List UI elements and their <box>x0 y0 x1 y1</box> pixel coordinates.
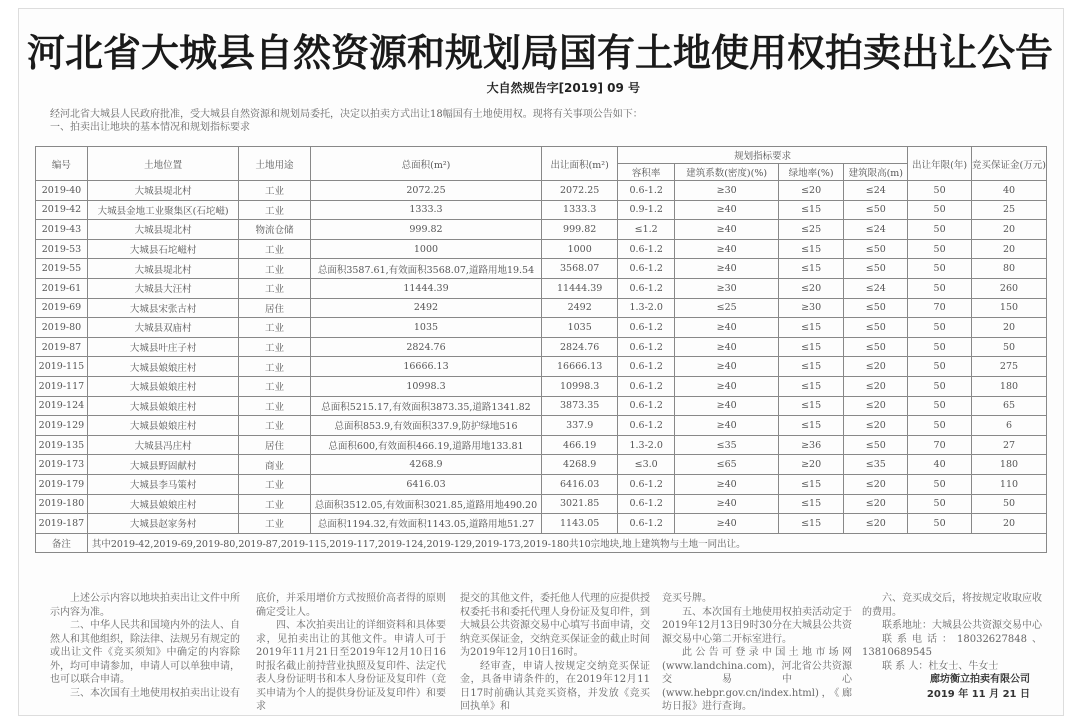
cell-use: 工业 <box>239 278 310 298</box>
cell-green: ≤20 <box>778 278 844 298</box>
cell-term: 50 <box>908 318 972 338</box>
cell-deposit: 65 <box>971 396 1046 416</box>
cell-green: ≤15 <box>778 376 844 396</box>
table-header-row <box>36 147 1047 164</box>
cell-use: 工业 <box>239 259 310 279</box>
paragraph: 竞买号牌。 <box>662 593 712 604</box>
paragraph: 提交的其他文件，委托他人代理的应提供授权委托书和委托代理人身份证及复印件，到大城县公共资源交易中心填写书面申请，交纳竞买保证金，交纳竞买保证金的截止时间为2019年12月10日16时。 <box>460 593 650 658</box>
cell-id: 2019-69 <box>36 298 88 318</box>
header-planning-group: 规划指标要求 <box>617 147 907 164</box>
table-note-row <box>36 533 1047 553</box>
cell-location: 大城县金地工业聚集区(石坨嵫) <box>87 200 239 220</box>
cell-transfer-area: 999.82 <box>542 220 618 240</box>
document-number: 大自然规告字[2019] 09 号 <box>486 81 640 95</box>
cell-id: 2019-42 <box>36 200 88 220</box>
cell-far: ≤1.2 <box>617 220 674 240</box>
cell-density: ≥40 <box>675 357 778 377</box>
cell-green: ≤15 <box>778 357 844 377</box>
cell-location: 大城县娘娘庄村 <box>87 494 239 514</box>
cell-total-area: 2824.76 <box>310 337 542 357</box>
cell-id: 2019-179 <box>36 474 88 494</box>
cell-use: 工业 <box>239 337 310 357</box>
cell-total-area: 2072.25 <box>310 181 542 201</box>
cell-density: ≥30 <box>675 181 778 201</box>
cell-green: ≤15 <box>778 259 844 279</box>
cell-deposit: 20 <box>971 318 1046 338</box>
table-row <box>36 278 1047 298</box>
cell-id: 2019-124 <box>36 396 88 416</box>
cell-use: 工业 <box>239 494 310 514</box>
cell-term: 50 <box>908 514 972 534</box>
cell-term: 50 <box>908 220 972 240</box>
table-row <box>36 239 1047 259</box>
cell-id: 2019-180 <box>36 494 88 514</box>
cell-transfer-area: 2072.25 <box>542 181 618 201</box>
intro-line-1: 经河北省大城县人民政府批准，受大城县自然资源和规划局委托，决定以拍卖方式出让18幅国有土地使用权。现将有关事项公告如下： <box>50 109 643 120</box>
cell-location: 大城县娘娘庄村 <box>87 376 239 396</box>
cell-far: 0.6-1.2 <box>617 337 674 357</box>
table-row <box>36 435 1047 455</box>
body-column-3 <box>460 592 650 714</box>
cell-deposit: 20 <box>971 514 1046 534</box>
cell-density: ≤65 <box>675 455 778 475</box>
cell-id: 2019-61 <box>36 278 88 298</box>
paragraph: 上述公示内容以地块拍卖出让文件中所示内容为准。 <box>50 593 240 618</box>
intro-line-2: 一、拍卖出让地块的基本情况和规划指标要求 <box>50 122 250 133</box>
cell-density: ≤25 <box>675 298 778 318</box>
cell-deposit: 50 <box>971 494 1046 514</box>
cell-density: ≥40 <box>675 396 778 416</box>
cell-deposit: 180 <box>971 376 1046 396</box>
cell-use: 工业 <box>239 200 310 220</box>
cell-deposit: 110 <box>971 474 1046 494</box>
cell-height: ≤50 <box>844 435 908 455</box>
cell-density: ≤35 <box>675 435 778 455</box>
cell-term: 50 <box>908 200 972 220</box>
cell-density: ≥40 <box>675 474 778 494</box>
signature-block <box>927 672 1030 702</box>
cell-total-area: 16666.13 <box>310 357 542 377</box>
paragraph: 二、中华人民共和国境内外的法人、自然人和其他组织，除法律、法规另有规定的或出让文件《竞买须知》中确定的内容除外，均可申请参加，申请人可以单独申请，也可以联合申请。 <box>50 620 240 685</box>
cell-far: 0.6-1.2 <box>617 376 674 396</box>
cell-term: 70 <box>908 435 972 455</box>
table-row <box>36 357 1047 377</box>
table-row <box>36 514 1047 534</box>
cell-term: 50 <box>908 337 972 357</box>
contact-address: 联系地址：大城县公共资源交易中心 <box>882 620 1042 631</box>
company-name: 廊坊衡立拍卖有限公司 <box>930 674 1030 685</box>
cell-density: ≥40 <box>675 239 778 259</box>
cell-deposit: 20 <box>971 239 1046 259</box>
cell-location: 大城县娘娘庄村 <box>87 357 239 377</box>
cell-transfer-area: 1143.05 <box>542 514 618 534</box>
cell-height: ≤20 <box>844 416 908 436</box>
cell-density: ≥40 <box>675 376 778 396</box>
cell-height: ≤50 <box>844 239 908 259</box>
cell-green: ≤15 <box>778 494 844 514</box>
cell-transfer-area: 11444.39 <box>542 278 618 298</box>
cell-location: 大城县冯庄村 <box>87 435 239 455</box>
cell-id: 2019-173 <box>36 455 88 475</box>
cell-deposit: 80 <box>971 259 1046 279</box>
cell-total-area: 10998.3 <box>310 376 542 396</box>
cell-density: ≥40 <box>675 259 778 279</box>
paragraph: 六、竞买成交后，将按规定收取应收的费用。 <box>862 593 1042 618</box>
cell-term: 50 <box>908 416 972 436</box>
cell-density: ≥40 <box>675 416 778 436</box>
cell-transfer-area: 6416.03 <box>542 474 618 494</box>
body-column-5 <box>862 592 1042 673</box>
table-row <box>36 494 1047 514</box>
header-transfer-area: 出让面积(m²) <box>542 147 618 181</box>
cell-total-area: 总面积853.9,有效面积337.9,防护绿地516 <box>310 416 542 436</box>
cell-height: ≤50 <box>844 200 908 220</box>
paragraph: 三、本次国有土地使用权拍卖出让设有 <box>70 687 240 699</box>
cell-term: 50 <box>908 357 972 377</box>
table-row <box>36 181 1047 201</box>
table-row <box>36 220 1047 240</box>
cell-id: 2019-129 <box>36 416 88 436</box>
cell-far: 0.6-1.2 <box>617 278 674 298</box>
cell-deposit: 40 <box>971 181 1046 201</box>
note-text: 其中2019-42,2019-69,2019-80,2019-87,2019-115,2019-117,2019-124,2019-129,2019-173,2019-180共10宗地块,地上建筑物与土地一同出让。 <box>87 533 1046 553</box>
cell-id: 2019-115 <box>36 357 88 377</box>
cell-total-area: 1000 <box>310 239 542 259</box>
table-row <box>36 318 1047 338</box>
paragraph: 四、本次拍卖出让的详细资料和具体要求，见拍卖出让的其他文件。申请人可于2019年11月21日至2019年12月10日16时报名截止前持营业执照及复印件、法定代表人身份证明书和本人身份证及复印件（竞买申请为个人的提供身份证及复印件）和要求 <box>256 620 446 712</box>
cell-green: ≤15 <box>778 474 844 494</box>
cell-far: 0.6-1.2 <box>617 416 674 436</box>
cell-height: ≤50 <box>844 259 908 279</box>
cell-total-area: 总面积1194.32,有效面积1143.05,道路用地51.27 <box>310 514 542 534</box>
cell-use: 工业 <box>239 376 310 396</box>
cell-height: ≤50 <box>844 337 908 357</box>
cell-transfer-area: 1035 <box>542 318 618 338</box>
cell-total-area: 1333.3 <box>310 200 542 220</box>
cell-location: 大城县堤北村 <box>87 259 239 279</box>
contact-phone: 联系电话：18032627848、13810689545 <box>862 633 1042 658</box>
table-row <box>36 298 1047 318</box>
header-green: 绿地率(%) <box>778 164 844 181</box>
cell-use: 工业 <box>239 474 310 494</box>
cell-transfer-area: 16666.13 <box>542 357 618 377</box>
cell-transfer-area: 3568.07 <box>542 259 618 279</box>
cell-height: ≤20 <box>844 514 908 534</box>
cell-deposit: 27 <box>971 435 1046 455</box>
cell-use: 居住 <box>239 298 310 318</box>
cell-use: 工业 <box>239 396 310 416</box>
cell-term: 50 <box>908 396 972 416</box>
cell-transfer-area: 4268.9 <box>542 455 618 475</box>
header-location: 土地位置 <box>87 147 239 181</box>
cell-transfer-area: 10998.3 <box>542 376 618 396</box>
cell-location: 大城县赵家务村 <box>87 514 239 534</box>
cell-term: 50 <box>908 494 972 514</box>
cell-far: 0.6-1.2 <box>617 259 674 279</box>
cell-id: 2019-55 <box>36 259 88 279</box>
cell-green: ≥20 <box>778 455 844 475</box>
cell-total-area: 2492 <box>310 298 542 318</box>
cell-location: 大城县野固献村 <box>87 455 239 475</box>
header-height: 建筑限高(m) <box>844 164 908 181</box>
table-row <box>36 416 1047 436</box>
cell-height: ≤20 <box>844 357 908 377</box>
cell-density: ≥40 <box>675 220 778 240</box>
cell-far: ≤3.0 <box>617 455 674 475</box>
table-row <box>36 200 1047 220</box>
paragraph: 底价，并采用增价方式按照价高者得的原则确定受让人。 <box>256 593 446 618</box>
cell-height: ≤24 <box>844 278 908 298</box>
cell-far: 0.6-1.2 <box>617 318 674 338</box>
cell-id: 2019-187 <box>36 514 88 534</box>
cell-total-area: 总面积5215.17,有效面积3873.35,道路1341.82 <box>310 396 542 416</box>
cell-use: 居住 <box>239 435 310 455</box>
body-column-4 <box>662 592 852 714</box>
cell-total-area: 1035 <box>310 318 542 338</box>
cell-density: ≥40 <box>675 337 778 357</box>
cell-height: ≤35 <box>844 455 908 475</box>
note-label: 备注 <box>36 533 88 553</box>
cell-deposit: 150 <box>971 298 1046 318</box>
cell-term: 50 <box>908 239 972 259</box>
cell-id: 2019-87 <box>36 337 88 357</box>
cell-total-area: 总面积3512.05,有效面积3021.85,道路用地490.20 <box>310 494 542 514</box>
cell-term: 40 <box>908 455 972 475</box>
cell-total-area: 总面积600,有效面积466.19,道路用地133.81 <box>310 435 542 455</box>
cell-transfer-area: 337.9 <box>542 416 618 436</box>
cell-transfer-area: 3021.85 <box>542 494 618 514</box>
cell-location: 大城县堤北村 <box>87 220 239 240</box>
cell-term: 50 <box>908 474 972 494</box>
cell-location: 大城县双庙村 <box>87 318 239 338</box>
cell-use: 商业 <box>239 455 310 475</box>
cell-density: ≥40 <box>675 494 778 514</box>
header-deposit: 竞买保证金(万元) <box>971 147 1046 181</box>
cell-id: 2019-117 <box>36 376 88 396</box>
cell-deposit: 20 <box>971 220 1046 240</box>
cell-use: 工业 <box>239 416 310 436</box>
cell-height: ≤20 <box>844 396 908 416</box>
cell-use: 工业 <box>239 181 310 201</box>
signature-date: 2019 年 11 月 21 日 <box>926 689 1030 700</box>
table-body <box>36 181 1047 534</box>
cell-height: ≤20 <box>844 494 908 514</box>
cell-green: ≤15 <box>778 318 844 338</box>
header-far: 容积率 <box>617 164 674 181</box>
cell-total-area: 999.82 <box>310 220 542 240</box>
cell-green: ≤25 <box>778 220 844 240</box>
header-total-area: 总面积(m²) <box>310 147 542 181</box>
cell-transfer-area: 2824.76 <box>542 337 618 357</box>
cell-total-area: 总面积3587.61,有效面积3568.07,道路用地19.54 <box>310 259 542 279</box>
cell-total-area: 11444.39 <box>310 278 542 298</box>
cell-density: ≥40 <box>675 318 778 338</box>
intro-text <box>50 108 1010 134</box>
cell-density: ≥40 <box>675 200 778 220</box>
cell-height: ≤50 <box>844 318 908 338</box>
cell-green: ≤15 <box>778 239 844 259</box>
cell-term: 70 <box>908 298 972 318</box>
cell-use: 工业 <box>239 318 310 338</box>
cell-location: 大城县宋张古村 <box>87 298 239 318</box>
header-use: 土地用途 <box>239 147 310 181</box>
cell-term: 50 <box>908 376 972 396</box>
cell-height: ≤24 <box>844 220 908 240</box>
cell-transfer-area: 466.19 <box>542 435 618 455</box>
cell-density: ≥40 <box>675 514 778 534</box>
paragraph: 经审查，申请人按规定交纳竞买保证金，具备申请条件的，在2019年12月11日17时前确认其竞买资格，并发放《竞买回执单》和 <box>460 660 650 712</box>
cell-id: 2019-40 <box>36 181 88 201</box>
cell-height: ≤20 <box>844 376 908 396</box>
cell-far: 0.6-1.2 <box>617 396 674 416</box>
cell-far: 0.6-1.2 <box>617 514 674 534</box>
header-id: 编号 <box>36 147 88 181</box>
cell-green: ≥36 <box>778 435 844 455</box>
cell-use: 物流仓储 <box>239 220 310 240</box>
cell-far: 0.6-1.2 <box>617 239 674 259</box>
cell-far: 0.9-1.2 <box>617 200 674 220</box>
cell-use: 工业 <box>239 239 310 259</box>
paragraph: 五、本次国有土地使用权拍卖活动定于2019年12月13日9时30分在大城县公共资源交易中心第二开标室进行。 <box>662 606 852 645</box>
cell-location: 大城县娘娘庄村 <box>87 416 239 436</box>
cell-transfer-area: 3873.35 <box>542 396 618 416</box>
page-title: 河北省大城县自然资源和规划局国有土地使用权拍卖出让公告 <box>26 30 1053 75</box>
cell-green: ≤15 <box>778 200 844 220</box>
cell-height: ≤24 <box>844 181 908 201</box>
cell-deposit: 6 <box>971 416 1046 436</box>
cell-green: ≤15 <box>778 416 844 436</box>
cell-height: ≤20 <box>844 474 908 494</box>
cell-transfer-area: 1000 <box>542 239 618 259</box>
cell-location: 大城县石坨嵫村 <box>87 239 239 259</box>
cell-transfer-area: 2492 <box>542 298 618 318</box>
paragraph: 此公告可登录中国土地市场网(www.landchina.com)，河北省公共资源交易中心(www.hebpr.gov.cn/index.html)，《廊坊日报》进行查询。 <box>662 647 852 712</box>
cell-far: 1.3-2.0 <box>617 298 674 318</box>
cell-id: 2019-43 <box>36 220 88 240</box>
cell-use: 工业 <box>239 514 310 534</box>
contact-person: 联 系 人：杜女士、牛女士 <box>882 660 999 672</box>
header-term: 出让年限(年) <box>908 147 972 181</box>
cell-location: 大城县李马策村 <box>87 474 239 494</box>
cell-green: ≤15 <box>778 337 844 357</box>
cell-far: 0.6-1.2 <box>617 474 674 494</box>
table-row <box>36 455 1047 475</box>
table-row <box>36 376 1047 396</box>
cell-far: 0.6-1.2 <box>617 357 674 377</box>
cell-far: 1.3-2.0 <box>617 435 674 455</box>
cell-term: 50 <box>908 181 972 201</box>
body-column-1 <box>50 592 240 700</box>
cell-location: 大城县大汪村 <box>87 278 239 298</box>
cell-deposit: 50 <box>971 337 1046 357</box>
body-column-2 <box>256 592 446 714</box>
cell-green: ≤15 <box>778 396 844 416</box>
cell-term: 50 <box>908 259 972 279</box>
cell-green: ≤20 <box>778 181 844 201</box>
table-row <box>36 337 1047 357</box>
cell-green: ≥30 <box>778 298 844 318</box>
cell-id: 2019-135 <box>36 435 88 455</box>
cell-location: 大城县娘娘庄村 <box>87 396 239 416</box>
cell-deposit: 180 <box>971 455 1046 475</box>
cell-use: 工业 <box>239 357 310 377</box>
cell-location: 大城县堤北村 <box>87 181 239 201</box>
cell-far: 0.6-1.2 <box>617 494 674 514</box>
cell-deposit: 275 <box>971 357 1046 377</box>
table-row <box>36 259 1047 279</box>
land-parcel-table <box>35 146 1047 553</box>
cell-deposit: 25 <box>971 200 1046 220</box>
cell-term: 50 <box>908 278 972 298</box>
table-row <box>36 396 1047 416</box>
cell-total-area: 6416.03 <box>310 474 542 494</box>
header-density: 建筑系数(密度)(%) <box>675 164 778 181</box>
cell-far: 0.6-1.2 <box>617 181 674 201</box>
cell-id: 2019-80 <box>36 318 88 338</box>
cell-id: 2019-53 <box>36 239 88 259</box>
cell-height: ≤50 <box>844 298 908 318</box>
cell-density: ≥30 <box>675 278 778 298</box>
cell-location: 大城县叶庄子村 <box>87 337 239 357</box>
cell-deposit: 260 <box>971 278 1046 298</box>
cell-green: ≤15 <box>778 514 844 534</box>
cell-transfer-area: 1333.3 <box>542 200 618 220</box>
cell-total-area: 4268.9 <box>310 455 542 475</box>
table-row <box>36 474 1047 494</box>
